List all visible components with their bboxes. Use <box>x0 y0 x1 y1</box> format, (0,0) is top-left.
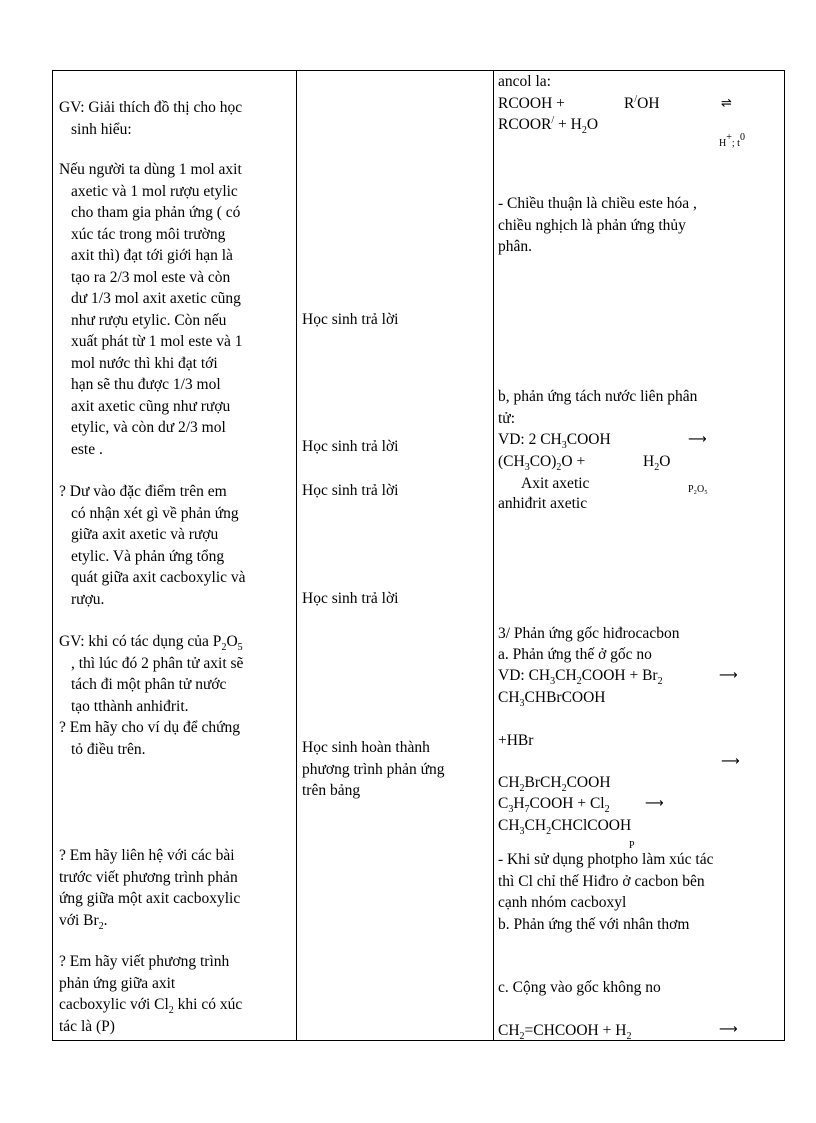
bromination-product: $CH_3CHBrCOOH$ <box>498 689 606 709</box>
text-line: axetic và 1 mol rượu etylic <box>71 182 238 200</box>
text-line: rượu. <box>71 590 105 608</box>
text-line: ? Em hãy liên hệ với các bài <box>59 847 235 864</box>
text-line: - Khi sử dụng photpho làm xúc tác <box>498 851 714 868</box>
text-line: Học sinh hoàn thành <box>302 739 430 756</box>
text-line: cạnh nhóm cacboxyl <box>498 894 627 911</box>
text-line: Nếu người ta dùng 1 mol axit <box>59 161 242 178</box>
byproduct: +HBr <box>498 732 534 749</box>
compound-name: anhiđrit axetic <box>498 495 588 512</box>
phosphorus-note <box>498 849 713 935</box>
example-water: $H_2O$ <box>643 453 671 473</box>
text-line: thì Cl chỉ thế Hiđro ở cacbon bên <box>498 872 705 890</box>
gv-p2o5 <box>59 631 243 760</box>
text-line: tạo tthành anhiđrit. <box>71 697 189 715</box>
text-line: b, phản ứng tách nước liên phân <box>498 388 698 405</box>
subsection-title: b. Phản ứng thế với nhân thơm <box>498 915 690 933</box>
text-line: xúc tác trong môi trường <box>71 225 226 243</box>
section-3-title: 3/ Phản ứng gốc hiđrocacbon <box>498 625 680 642</box>
text-line: phân. <box>498 238 533 255</box>
text-line: cho tham gia phản ứng ( có <box>71 204 241 221</box>
text-line: GV: khi có tác dụng của $P_2O_5$ <box>59 633 243 653</box>
text-line: ứng giữa một axit cacboxylic <box>59 890 241 907</box>
text-line: quát giữa axit cacboxylic và <box>71 569 246 586</box>
text-line: ? Em hãy cho ví dụ để chứng <box>59 719 241 736</box>
example-bromination: VD: $CH_3CH_2COOH + Br_2$ <box>498 667 663 687</box>
text-line: xuất phát từ 1 mol este và 1 <box>71 333 243 350</box>
text-line: với $Br_2$. <box>59 911 108 932</box>
reaction-condition: H+; $t^0$ <box>719 132 745 149</box>
reaction-arrow-icon: ⟶ <box>645 796 664 811</box>
subsection-title: c. Cộng vào gốc không no <box>498 979 661 996</box>
student-answer: Học sinh trả lời <box>302 311 399 328</box>
text-line: sinh hiểu: <box>71 120 132 138</box>
student-answer: Học sinh trả lời <box>302 438 399 455</box>
reaction-arrow-icon: ⟶ <box>719 1022 738 1037</box>
example-product: $(CH_3CO)_2O$ + <box>498 453 586 473</box>
text-line: tạo ra 2/3 mol este và còn <box>71 268 231 286</box>
text-line: tỏ điều trên. <box>71 740 146 758</box>
text-line: chiều nghịch là phản ứng thủy <box>498 216 686 234</box>
text-line: - Chiều thuận là chiều este hóa , <box>498 195 697 212</box>
text-line: như rượu etylic. Còn nếu <box>71 311 227 329</box>
text-line: giữa axit axetic và rượu <box>71 526 219 543</box>
teacher-column <box>53 71 297 1040</box>
gv-explain <box>59 97 242 140</box>
text-line: phản ứng giữa axit <box>59 974 176 992</box>
text-line: axit axetic cũng như rượu <box>71 397 231 415</box>
content-column <box>493 71 785 1040</box>
example-chlorination: $C_3H_7COOH + Cl_2$ <box>498 795 610 815</box>
student-column <box>296 71 494 1040</box>
student-answer: Học sinh trả lời <box>302 482 399 499</box>
equation-product: RCOOR/ + $H_2O$ <box>498 115 599 136</box>
student-answer: Học sinh trả lời <box>302 590 399 607</box>
text-line: hạn sẽ thu được 1/3 mol <box>71 376 221 393</box>
text-line: etylic. Và phản ứng tổng <box>71 547 225 565</box>
text-line: este . <box>71 440 103 458</box>
question-3 <box>59 845 240 931</box>
reaction-arrow-icon: ⟶ <box>688 432 707 447</box>
text-line: dư 1/3 mol axit axetic cũng <box>71 290 241 307</box>
text-line: cacboxylic với $Cl_2$ khi có xúc <box>59 996 243 1016</box>
direction-note <box>498 193 697 258</box>
text-line: phương trình phản ứng <box>302 760 445 778</box>
chlorination-isomer: $CH_2BrCH_2COOH$ <box>498 774 611 794</box>
chlorination-product: $CH_3CH_2CHClCOOH$ <box>498 817 632 837</box>
section-b-title <box>498 386 697 429</box>
example-addition: $CH_2=CHCOOH + H_2$ <box>498 1022 632 1042</box>
subsection-title: a. Phản ứng thế ở gốc no <box>498 646 652 663</box>
text-line: , thì lúc đó 2 phân tử axit sẽ <box>71 654 244 672</box>
reaction-arrow-icon: ⟶ <box>721 754 740 769</box>
example-reactant: VD: 2 $CH_3COOH$ <box>498 431 611 451</box>
text-line: tác là (P) <box>59 1017 115 1035</box>
question-4 <box>59 951 242 1037</box>
text-line: ? Dư vào đặc điểm trên em <box>59 483 227 500</box>
question-1 <box>59 481 246 610</box>
text-line: etylic, và còn dư 2/3 mol <box>71 419 226 436</box>
equation-esterification: RCOOH + <box>498 95 565 112</box>
text-line: tử: <box>498 409 516 427</box>
reaction-condition: P₂O₅ <box>688 484 708 495</box>
text-line: ancol la: <box>498 73 551 90</box>
content-table <box>52 70 785 1041</box>
reaction-arrow-icon: ⟶ <box>719 668 738 683</box>
text-line: mol nước thì khi đạt tới <box>71 354 218 372</box>
paragraph-equilibrium <box>59 159 243 460</box>
equilibrium-arrow-icon: ⇌ <box>721 96 732 111</box>
student-answer <box>302 737 445 802</box>
text-line: trên bảng <box>302 782 361 799</box>
text-line: ? Em hãy viết phương trình <box>59 953 230 970</box>
reaction-condition: P <box>629 840 635 851</box>
text-line: trước viết phương trình phản <box>59 868 238 886</box>
equation-alcohol: R/OH <box>624 94 660 112</box>
text-line: tách đi một phân tử nước <box>71 676 227 693</box>
text-line: axit thì) đạt tới giới hạn là <box>71 247 233 264</box>
text-line: có nhận xét gì về phản ứng <box>71 504 239 522</box>
compound-name: Axit axetic <box>521 475 590 492</box>
text-line: GV: Giải thích đồ thị cho học <box>59 99 243 116</box>
